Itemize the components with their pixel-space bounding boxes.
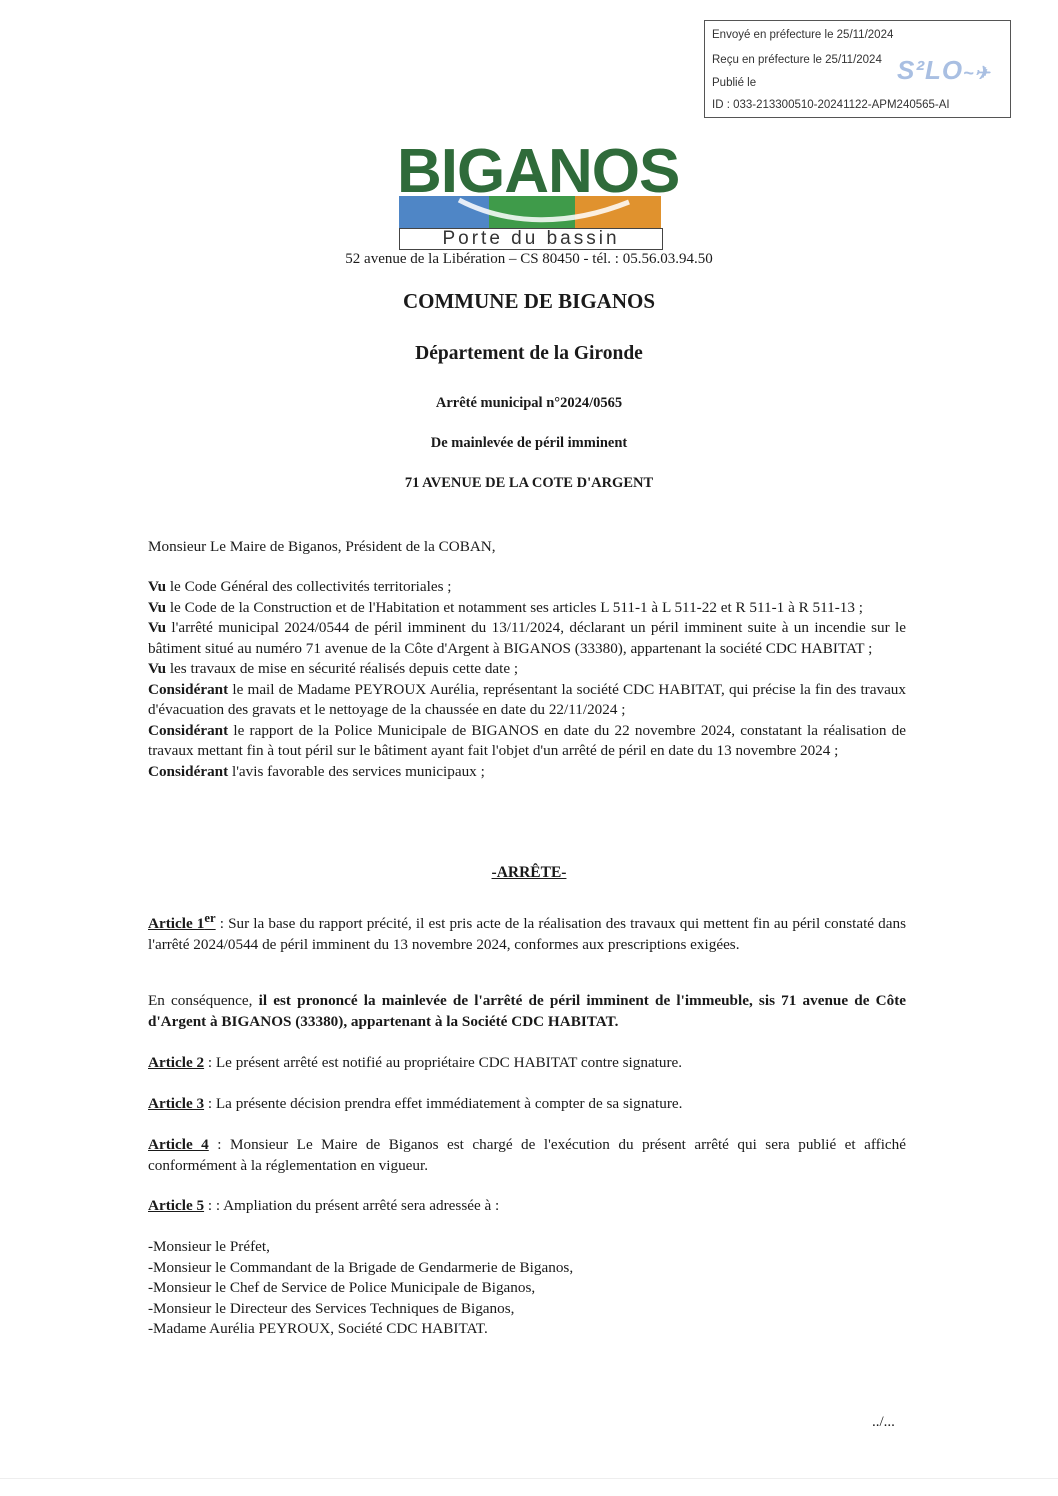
article-2: Article 2 : Le présent arrêté est notifié au propriétaire CDC HABITAT contre signature. xyxy=(148,1054,683,1071)
department-title: Département de la Gironde xyxy=(415,343,643,364)
preamble-item: Considérant le rapport de la Police Municipale de BIGANOS en date du 22 novembre 2024, constatant la réalisation de travaux mettant fin à tout péril sur le bâtiment ayant fait l'objet d'un arrêté de péril en date du 13 novembre 2024 ; xyxy=(148,721,906,759)
preamble-item: Vu l'arrêté municipal 2024/0544 de péril imminent du 13/11/2024, déclarant un péril imminent suite à un incendie sur le bâtiment situé au numéro 71 avenue de la Côte d'Argent à BIGANOS (33380), appartenant la société CDC HABITAT ; xyxy=(148,619,906,657)
mainlevee-statement: il est prononcé la mainlevée de l'arrêté de péril imminent de l'immeuble, sis 71 avenue de Côte d'Argent à BIGANOS (33380), appartenant à la Société CDC HABITAT. xyxy=(148,992,906,1030)
town-hall-address: 52 avenue de la Libération – CS 80450 - tél. : 05.56.03.94.50 xyxy=(345,251,713,267)
arrete-heading: -ARRÊTE- xyxy=(491,864,567,881)
preamble-intro-text: Monsieur Le Maire de Biganos, Président de la COBAN, xyxy=(148,538,496,555)
commune-title: COMMUNE DE BIGANOS xyxy=(402,289,655,313)
preamble-item: Vu le Code de la Construction et de l'Habitation et notamment ses articles L 511-1 à L 511-22 et R 511-1 à R 511-13 ; xyxy=(148,598,864,616)
arrete-address: 71 AVENUE DE LA COTE D'ARGENT xyxy=(404,475,654,491)
continuation-mark: ../... xyxy=(872,1414,895,1430)
s2lo-logo: S²LO~✈ xyxy=(897,55,991,85)
recipients-list xyxy=(148,1237,906,1340)
prefecture-stamp xyxy=(704,20,1011,118)
stamp-published: Publié le xyxy=(712,77,757,89)
stamp-id: ID : 033-213300510-20241122-APM240565-AI xyxy=(712,99,950,111)
page-bottom-edge xyxy=(0,1478,1058,1479)
arrete-object: De mainlevée de péril imminent xyxy=(430,435,628,451)
recipient-item: -Monsieur le Préfet, xyxy=(148,1238,270,1255)
preamble-item: Vu les travaux de mise en sécurité réalisés depuis cette date ; xyxy=(148,660,519,677)
recipient-item: -Madame Aurélia PEYROUX, Société CDC HABITAT. xyxy=(148,1320,488,1337)
article-5: Article 5 : : Ampliation du présent arrêté sera adressée à : xyxy=(148,1197,500,1214)
article-4-label: Article 4 xyxy=(148,1136,209,1153)
stamp-sent: Envoyé en préfecture le 25/11/2024 xyxy=(712,29,894,41)
recipient-item: -Monsieur le Directeur des Services Techniques de Biganos, xyxy=(148,1299,515,1317)
article-4: Article 4 : Monsieur Le Maire de Biganos est chargé de l'exécution du présent arrêté qui sera publié et affiché conformément à la réglementation en vigueur. xyxy=(148,1136,907,1174)
arrete-number: Arrêté municipal n°2024/0565 xyxy=(435,395,623,411)
recipient-item: -Monsieur le Chef de Service de Police Municipale de Biganos, xyxy=(148,1279,536,1296)
article-1-text: : Sur la base du rapport précité, il est pris acte de la réalisation des travaux qui mettent fin au péril constaté dans l'arrêté 2024/0544 de péril imminent du 13 novembre 2024, conformes aux prescriptions exigées. xyxy=(148,915,906,953)
logo-wordmark: BIGANOS xyxy=(397,137,680,206)
article-1-label: Article 1er xyxy=(148,911,216,933)
biganos-logo xyxy=(397,137,680,249)
article-1 xyxy=(148,908,906,955)
preamble-item: Considérant l'avis favorable des services municipaux ; xyxy=(148,762,485,780)
consequence-paragraph: En conséquence, il est prononcé la mainlevée de l'arrêté de péril imminent de l'immeuble, sis 71 avenue de Côte d'Argent à BIGANOS (33380), appartenant à la Société CDC HABITAT. xyxy=(148,992,906,1030)
recipient-item: -Monsieur le Commandant de la Brigade de Gendarmerie de Biganos, xyxy=(148,1258,574,1276)
preamble-intro xyxy=(148,537,906,558)
article-5-label: Article 5 xyxy=(148,1197,205,1214)
stamp-received: Reçu en préfecture le 25/11/2024 xyxy=(712,54,882,66)
article-2-label: Article 2 xyxy=(148,1054,205,1071)
article-3: Article 3 : La présente décision prendra effet immédiatement à compter de sa signature. xyxy=(148,1095,683,1112)
preamble-list xyxy=(148,577,906,782)
article-3-label: Article 3 xyxy=(148,1095,205,1112)
preamble-item: Vu le Code Général des collectivités territoriales ; xyxy=(148,578,452,595)
preamble-item: Considérant le mail de Madame PEYROUX Aurélia, représentant la société CDC HABITAT, qui précise la fin des travaux d'évacuation des gravats et le nettoyage de la chaussée en date du 22/11/2024 ; xyxy=(148,680,906,718)
logo-subtitle: Porte du bassin xyxy=(399,228,663,250)
